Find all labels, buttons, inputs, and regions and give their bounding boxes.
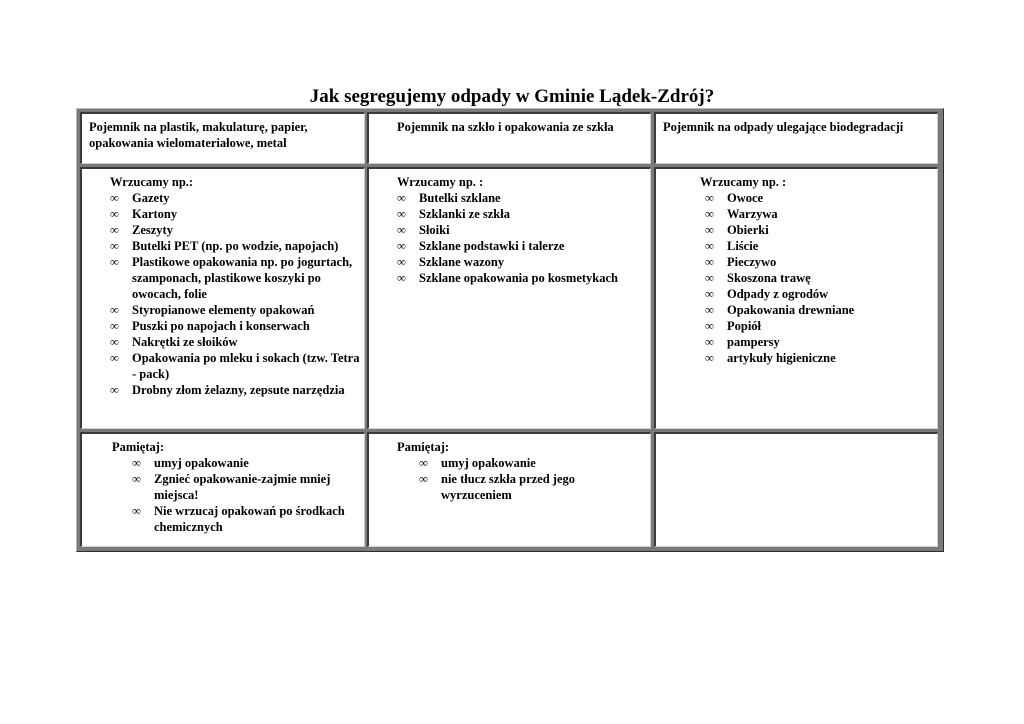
list-item <box>705 302 933 318</box>
remember-cell-bio <box>654 432 938 547</box>
list-item <box>705 270 933 286</box>
list-item-text: Szklane opakowania po kosmetykach <box>419 271 618 285</box>
list-item <box>705 206 933 222</box>
list-item-text: Pieczywo <box>727 255 777 269</box>
throw-in-label: Wrzucamy np. : <box>700 175 787 189</box>
infinity-bullet-icon: ∞ <box>705 255 714 269</box>
list-item <box>705 334 933 350</box>
list-item <box>110 382 362 398</box>
list-item-text: Zeszyty <box>132 223 173 237</box>
infinity-bullet-icon: ∞ <box>110 319 119 333</box>
item-list <box>419 455 619 503</box>
remember-label: Pamiętaj: <box>397 440 450 454</box>
header-cell-glass <box>367 112 651 164</box>
infinity-bullet-icon: ∞ <box>419 472 428 486</box>
list-item-text: Popiół <box>727 319 762 333</box>
list-item <box>132 471 360 503</box>
infinity-bullet-icon: ∞ <box>110 383 119 397</box>
infinity-bullet-icon: ∞ <box>132 504 141 518</box>
infinity-bullet-icon: ∞ <box>397 191 406 205</box>
list-item <box>705 238 933 254</box>
infinity-bullet-icon: ∞ <box>705 319 714 333</box>
infinity-bullet-icon: ∞ <box>397 223 406 237</box>
list-item-text: Obierki <box>727 223 769 237</box>
list-item <box>705 190 933 206</box>
list-item <box>397 222 647 238</box>
list-item-text: Szklanki ze szkła <box>419 207 510 221</box>
list-item-text: Szklane wazony <box>419 255 505 269</box>
page-title: Jak segregujemy odpady w Gminie Lądek-Zdrój? <box>309 86 715 107</box>
list-item <box>110 222 362 238</box>
infinity-bullet-icon: ∞ <box>705 351 714 365</box>
infinity-bullet-icon: ∞ <box>110 207 119 221</box>
list-item <box>397 270 647 286</box>
list-item-text: Opakowania po mleku i sokach (tzw. Tetra - pack) <box>132 351 360 381</box>
item-list <box>132 455 360 535</box>
segregation-table <box>76 108 944 552</box>
list-item-text: Słoiki <box>419 223 450 237</box>
infinity-bullet-icon: ∞ <box>110 239 119 253</box>
infinity-bullet-icon: ∞ <box>705 239 714 253</box>
list-item <box>705 350 933 366</box>
list-item <box>110 190 362 206</box>
list-item-text: Drobny złom żelazny, zepsute narzędzia <box>132 383 345 397</box>
item-list <box>110 190 362 398</box>
infinity-bullet-icon: ∞ <box>419 456 428 470</box>
list-item <box>110 334 362 350</box>
throw-in-cell-glass <box>367 167 651 429</box>
list-item-text: pampersy <box>727 335 780 349</box>
infinity-bullet-icon: ∞ <box>397 271 406 285</box>
list-item <box>705 318 933 334</box>
list-item <box>110 318 362 334</box>
infinity-bullet-icon: ∞ <box>110 191 119 205</box>
infinity-bullet-icon: ∞ <box>705 223 714 237</box>
item-list <box>397 190 647 286</box>
header-glass-text: Pojemnik na szkło i opakowania ze szkła <box>397 120 614 134</box>
list-item-text: Gazety <box>132 191 170 205</box>
throw-in-label: Wrzucamy np.: <box>110 175 194 189</box>
list-item-text: Zgnieć opakowanie-zajmie mniej miejsca! <box>154 472 331 502</box>
list-item-text: Odpady z ogrodów <box>727 287 829 301</box>
list-item <box>110 254 362 302</box>
list-item-text: Butelki PET (np. po wodzie, napojach) <box>132 239 339 253</box>
list-item <box>132 455 360 471</box>
list-item-text: Szklane podstawki i talerze <box>419 239 565 253</box>
remember-cell-plastic <box>80 432 365 547</box>
infinity-bullet-icon: ∞ <box>110 335 119 349</box>
infinity-bullet-icon: ∞ <box>705 207 714 221</box>
header-cell-plastic <box>80 112 365 164</box>
infinity-bullet-icon: ∞ <box>110 303 119 317</box>
list-item-text: Skoszona trawę <box>727 271 811 285</box>
infinity-bullet-icon: ∞ <box>132 472 141 486</box>
infinity-bullet-icon: ∞ <box>705 271 714 285</box>
header-bio-text: Pojemnik na odpady ulegające biodegradacji <box>663 120 904 134</box>
list-item-text: Nakrętki ze słoików <box>132 335 238 349</box>
infinity-bullet-icon: ∞ <box>705 303 714 317</box>
infinity-bullet-icon: ∞ <box>705 287 714 301</box>
list-item <box>110 238 362 254</box>
throw-in-cell-plastic <box>80 167 365 429</box>
list-item-text: Kartony <box>132 207 178 221</box>
list-item-text: umyj opakowanie <box>441 456 536 470</box>
list-item <box>705 254 933 270</box>
list-item-text: Owoce <box>727 191 764 205</box>
infinity-bullet-icon: ∞ <box>132 456 141 470</box>
infinity-bullet-icon: ∞ <box>705 191 714 205</box>
list-item <box>419 455 619 471</box>
remember-cell-glass <box>367 432 651 547</box>
infinity-bullet-icon: ∞ <box>110 351 119 365</box>
infinity-bullet-icon: ∞ <box>110 223 119 237</box>
list-item <box>110 206 362 222</box>
list-item <box>397 254 647 270</box>
item-list <box>705 190 933 366</box>
header-cell-bio <box>654 112 938 164</box>
list-item-text: Puszki po napojach i konserwach <box>132 319 310 333</box>
list-item <box>110 350 362 382</box>
list-item-text: Nie wrzucaj opakowań po środkach chemicznych <box>154 504 345 534</box>
list-item <box>705 222 933 238</box>
list-item-text: Plastikowe opakowania np. po jogurtach, szamponach, plastikowe koszyki po owocach, folie <box>132 255 353 301</box>
list-item <box>397 206 647 222</box>
infinity-bullet-icon: ∞ <box>397 255 406 269</box>
remember-label: Pamiętaj: <box>112 440 165 454</box>
list-item-text: nie tłucz szkła przed jego wyrzuceniem <box>441 472 576 502</box>
header-plastic-text: Pojemnik na plastik, makulaturę, papier, opakowania wielomateriałowe, metal <box>89 120 308 150</box>
list-item-text: artykuły higieniczne <box>727 351 836 365</box>
infinity-bullet-icon: ∞ <box>110 255 119 269</box>
list-item <box>132 503 360 535</box>
throw-in-label: Wrzucamy np. : <box>397 175 484 189</box>
list-item <box>397 238 647 254</box>
list-item <box>419 471 619 503</box>
list-item <box>705 286 933 302</box>
infinity-bullet-icon: ∞ <box>397 207 406 221</box>
list-item-text: Liście <box>727 239 759 253</box>
list-item <box>397 190 647 206</box>
list-item-text: umyj opakowanie <box>154 456 249 470</box>
list-item <box>110 302 362 318</box>
infinity-bullet-icon: ∞ <box>397 239 406 253</box>
list-item-text: Styropianowe elementy opakowań <box>132 303 315 317</box>
list-item-text: Opakowania drewniane <box>727 303 855 317</box>
throw-in-cell-bio <box>654 167 938 429</box>
list-item-text: Butelki szklane <box>419 191 501 205</box>
list-item-text: Warzywa <box>727 207 778 221</box>
infinity-bullet-icon: ∞ <box>705 335 714 349</box>
